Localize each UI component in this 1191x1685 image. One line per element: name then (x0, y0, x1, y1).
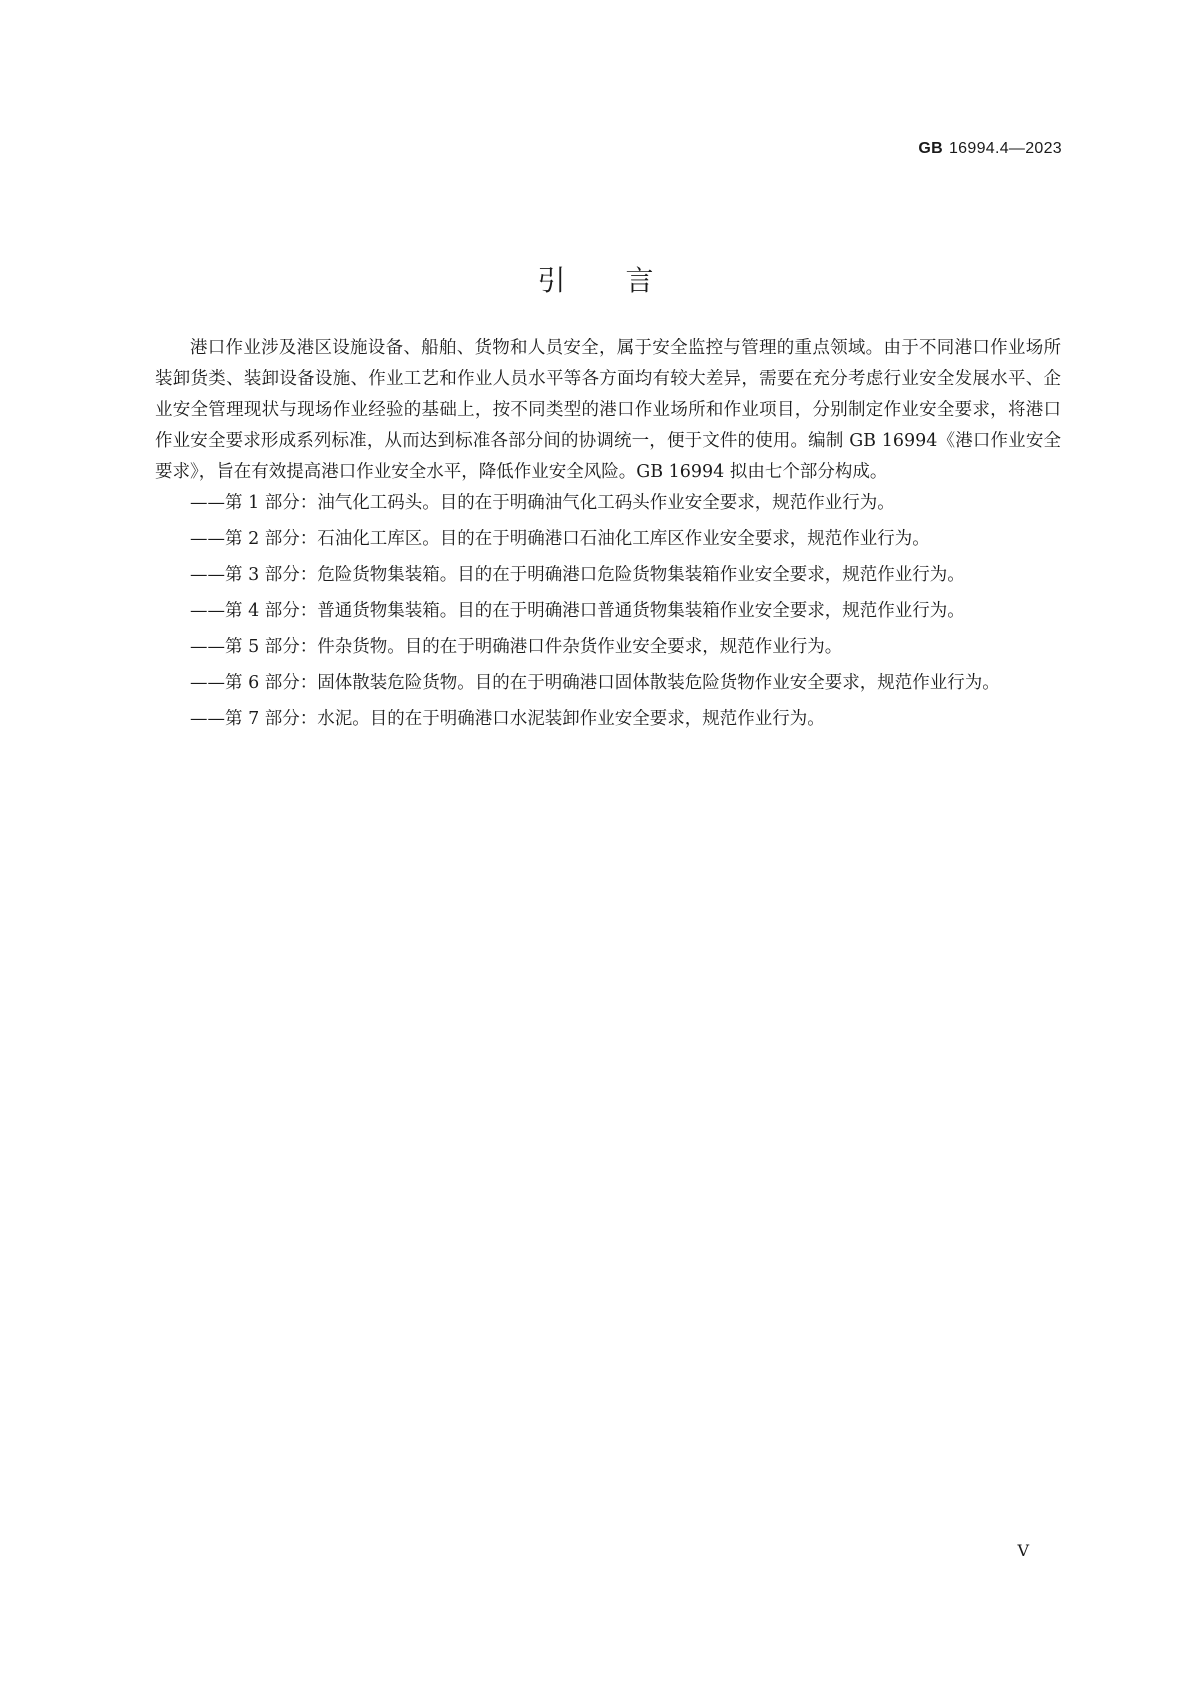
part-item-1: ——第 1 部分：油气化工码头。目的在于明确油气化工码头作业安全要求，规范作业行为。 (190, 493, 895, 513)
part-item-3: ——第 3 部分：危险货物集装箱。目的在于明确港口危险货物集装箱作业安全要求，规范作业行为。 (190, 565, 965, 585)
standard-code (918, 140, 1062, 158)
document-body (155, 333, 1061, 740)
part-item-4: ——第 4 部分：普通货物集装箱。目的在于明确港口普通货物集装箱作业安全要求，规范作业行为。 (190, 601, 965, 621)
standard-prefix: GB (918, 140, 943, 157)
standard-number: 16994.4—2023 (948, 140, 1062, 157)
page-number: V (1017, 1541, 1029, 1560)
part-item-5: ——第 5 部分：件杂货物。目的在于明确港口件杂货作业安全要求，规范作业行为。 (190, 637, 843, 657)
page-title: 引言 (537, 263, 714, 297)
part-item-7: ——第 7 部分：水泥。目的在于明确港口水泥装卸作业安全要求，规范作业行为。 (190, 709, 825, 729)
part-item-6: ——第 6 部分：固体散装危险货物。目的在于明确港口固体散装危险货物作业安全要求，规范作业行为。 (190, 673, 1000, 693)
intro-paragraph: 港口作业涉及港区设施设备、船舶、货物和人员安全，属于安全监控与管理的重点领域。由于不同港口作业场所装卸货类、装卸设备设施、作业工艺和作业人员水平等各方面均有较大差异，需要在充分考虑行业安全发展水平、企业安全管理现状与现场作业经验的基础上，按不同类型的港口作业场所和作业项目，分别制定作业安全要求，将港口作业安全要求形成系列标准，从而达到标准各部分间的协调统一，便于文件的使用。编制 GB 16994《港口作业安全要求》，旨在有效提高港口作业安全水平，降低作业安全风险。GB 16994 拟由七个部分构成。 (155, 338, 1061, 482)
part-item-2: ——第 2 部分：石油化工库区。目的在于明确港口石油化工库区作业安全要求，规范作业行为。 (190, 529, 930, 549)
parts-list (155, 488, 1061, 735)
